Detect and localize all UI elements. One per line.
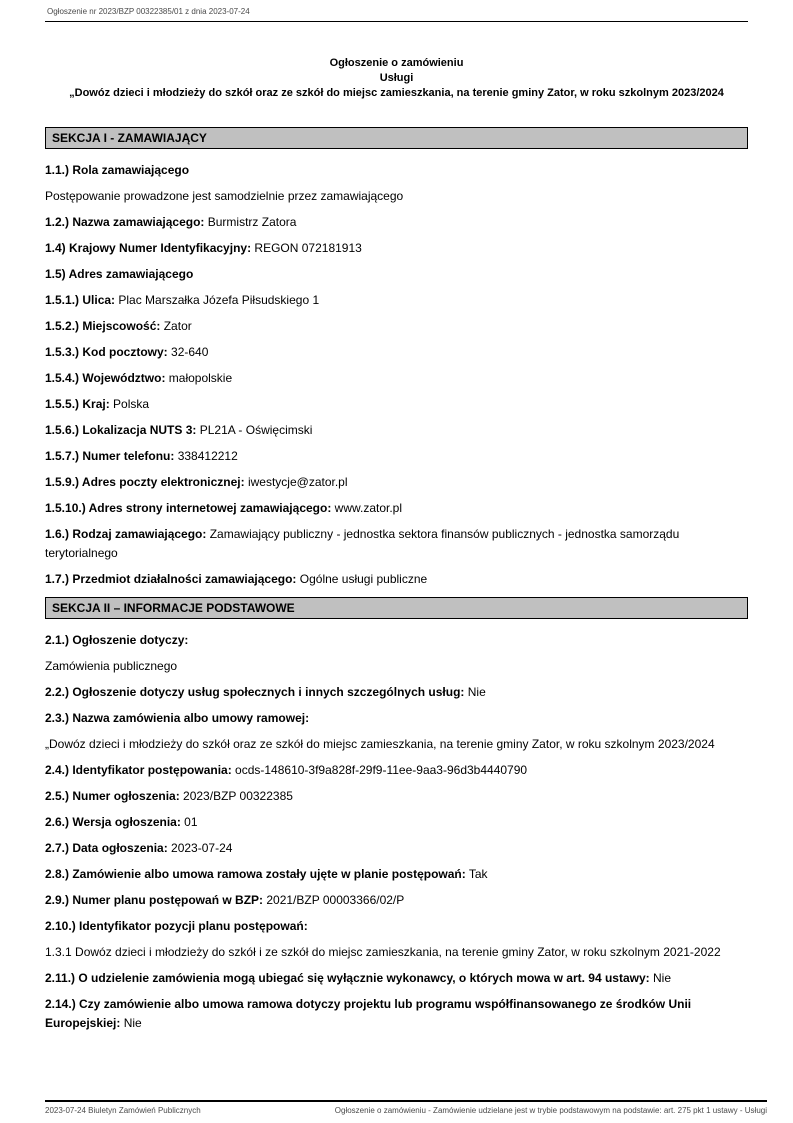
footer-right: Ogłoszenie o zamówieniu - Zamówienie udzielane jest w trybie podstawowym na podstawie: art. 275 pkt 1 ustawy - Usługi <box>334 1106 767 1115</box>
row-2-14 <box>45 995 748 1033</box>
field-label: 1.5) Adres zamawiającego <box>45 267 194 281</box>
row-1-1-value <box>45 187 748 206</box>
field-label: 1.1.) Rola zamawiającego <box>45 163 190 177</box>
row-1-6 <box>45 525 748 563</box>
field-value: 1.3.1 Dowóz dzieci i młodzieży do szkół i ze szkół do miejsc zamieszkania, na terenie gminy Zator, w roku szkolnym 2021-2022 <box>45 945 721 959</box>
field-value: Tak <box>465 867 488 881</box>
row-2-10-value <box>45 943 748 962</box>
page-footer <box>45 1100 767 1115</box>
row-1-5-10 <box>45 499 748 518</box>
field-value: Nie <box>649 971 671 985</box>
row-2-1 <box>45 631 748 650</box>
field-label: 1.6.) Rodzaj zamawiającego: <box>45 527 207 541</box>
field-value: Nie <box>464 685 486 699</box>
field-label: 2.9.) Numer planu postępowań w BZP: <box>45 893 264 907</box>
row-1-2 <box>45 213 748 232</box>
row-2-10 <box>45 917 748 936</box>
field-value: 2023-07-24 <box>167 841 233 855</box>
field-value: 2021/BZP 00003366/02/P <box>263 893 405 907</box>
field-value: REGON 072181913 <box>251 241 362 255</box>
row-1-5-4 <box>45 369 748 388</box>
row-1-4 <box>45 239 748 258</box>
row-1-5-1 <box>45 291 748 310</box>
row-1-5-3 <box>45 343 748 362</box>
field-value: 338412212 <box>174 449 238 463</box>
document-title <box>45 56 748 101</box>
row-1-5-9 <box>45 473 748 492</box>
header-divider <box>45 21 748 22</box>
field-value: „Dowóz dzieci i młodzieży do szkół oraz ze szkół do miejsc zamieszkania, na terenie gminy Zator, w roku szkolnym 2023/2024 <box>45 737 715 751</box>
footer-left: 2023-07-24 Biuletyn Zamówień Publicznych <box>45 1106 201 1115</box>
field-value: Polska <box>109 397 150 411</box>
title-subject: „Dowóz dzieci i młodzieży do szkół oraz ze szkół do miejsc zamieszkania, na terenie gminy Zator, w roku szkolnym 2023/2024 <box>69 87 724 99</box>
field-value: Ogólne usługi publiczne <box>296 572 428 586</box>
section-1-heading: SEKCJA I - ZAMAWIAJĄCY <box>45 127 748 149</box>
field-label: 1.5.6.) Lokalizacja NUTS 3: <box>45 423 197 437</box>
field-label: 2.8.) Zamówienie albo umowa ramowa zostały ujęte w planie postępowań: <box>45 867 466 881</box>
field-value: Nie <box>120 1016 142 1030</box>
field-label: 1.5.5.) Kraj: <box>45 397 110 411</box>
row-1-5 <box>45 265 748 284</box>
field-label: 2.6.) Wersja ogłoszenia: <box>45 815 181 829</box>
row-1-5-7 <box>45 447 748 466</box>
row-2-1-value <box>45 657 748 676</box>
field-label: 2.1.) Ogłoszenie dotyczy: <box>45 633 189 647</box>
field-value: małopolskie <box>165 371 233 385</box>
field-label: 1.5.9.) Adres poczty elektronicznej: <box>45 475 245 489</box>
field-label: 1.5.1.) Ulica: <box>45 293 116 307</box>
row-2-9 <box>45 891 748 910</box>
field-label: 1.5.2.) Miejscowość: <box>45 319 161 333</box>
field-label: 2.4.) Identyfikator postępowania: <box>45 763 232 777</box>
field-label: 1.5.4.) Województwo: <box>45 371 166 385</box>
field-value: Plac Marszałka Józefa Piłsudskiego 1 <box>115 293 320 307</box>
field-label: 1.5.7.) Numer telefonu: <box>45 449 175 463</box>
title-category: Usługi <box>379 72 414 84</box>
field-value: PL21A - Oświęcimski <box>196 423 313 437</box>
field-label: 1.5.10.) Adres strony internetowej zamawiającego: <box>45 501 332 515</box>
field-value: ocds-148610-3f9a828f-29f9-11ee-9aa3-96d3b4440790 <box>231 763 528 777</box>
field-value: Zamówienia publicznego <box>45 659 178 673</box>
row-2-3-value <box>45 735 748 754</box>
field-label: 1.5.3.) Kod pocztowy: <box>45 345 168 359</box>
field-value: iwestycje@zator.pl <box>244 475 348 489</box>
row-2-5 <box>45 787 748 806</box>
row-2-2 <box>45 683 748 702</box>
row-2-4 <box>45 761 748 780</box>
field-label: 1.2.) Nazwa zamawiającego: <box>45 215 205 229</box>
row-2-8 <box>45 865 748 884</box>
field-label: 2.5.) Numer ogłoszenia: <box>45 789 180 803</box>
title-type: Ogłoszenie o zamówieniu <box>329 57 464 69</box>
field-label: 2.14.) Czy zamówienie albo umowa ramowa dotyczy projektu lub programu współfinansowanego ze środków Unii Europejskiej: <box>45 997 692 1030</box>
field-value: Zamawiający publiczny - jednostka sektora finansów publicznych - jednostka samorządu terytorialnego <box>45 527 680 560</box>
row-1-5-2 <box>45 317 748 336</box>
row-2-11 <box>45 969 748 988</box>
row-1-1 <box>45 161 748 180</box>
row-2-3 <box>45 709 748 728</box>
document-reference: Ogłoszenie nr 2023/BZP 00322385/01 z dnia 2023-07-24 <box>47 7 250 16</box>
field-label: 2.3.) Nazwa zamówienia albo umowy ramowej: <box>45 711 310 725</box>
field-value: Burmistrz Zatora <box>204 215 297 229</box>
field-value: Zator <box>160 319 192 333</box>
footer-divider <box>45 1100 767 1102</box>
row-2-6 <box>45 813 748 832</box>
row-1-5-5 <box>45 395 748 414</box>
field-value: 32-640 <box>167 345 209 359</box>
row-1-5-6 <box>45 421 748 440</box>
field-label: 1.7.) Przedmiot działalności zamawiającego: <box>45 572 297 586</box>
field-value: 01 <box>180 815 198 829</box>
field-value: www.zator.pl <box>331 501 403 515</box>
field-label: 2.10.) Identyfikator pozycji planu postępowań: <box>45 919 308 933</box>
field-value: 2023/BZP 00322385 <box>179 789 293 803</box>
field-label: 2.7.) Data ogłoszenia: <box>45 841 168 855</box>
section-2-heading: SEKCJA II – INFORMACJE PODSTAWOWE <box>45 597 748 619</box>
row-2-7 <box>45 839 748 858</box>
field-label: 2.11.) O udzielenie zamówienia mogą ubiegać się wyłącznie wykonawcy, o których mowa w art. 94 ustawy: <box>45 971 650 985</box>
field-label: 1.4) Krajowy Numer Identyfikacyjny: <box>45 241 252 255</box>
field-value: Postępowanie prowadzone jest samodzielnie przez zamawiającego <box>45 189 404 203</box>
field-label: 2.2.) Ogłoszenie dotyczy usług społecznych i innych szczególnych usług: <box>45 685 465 699</box>
row-1-7 <box>45 570 748 589</box>
